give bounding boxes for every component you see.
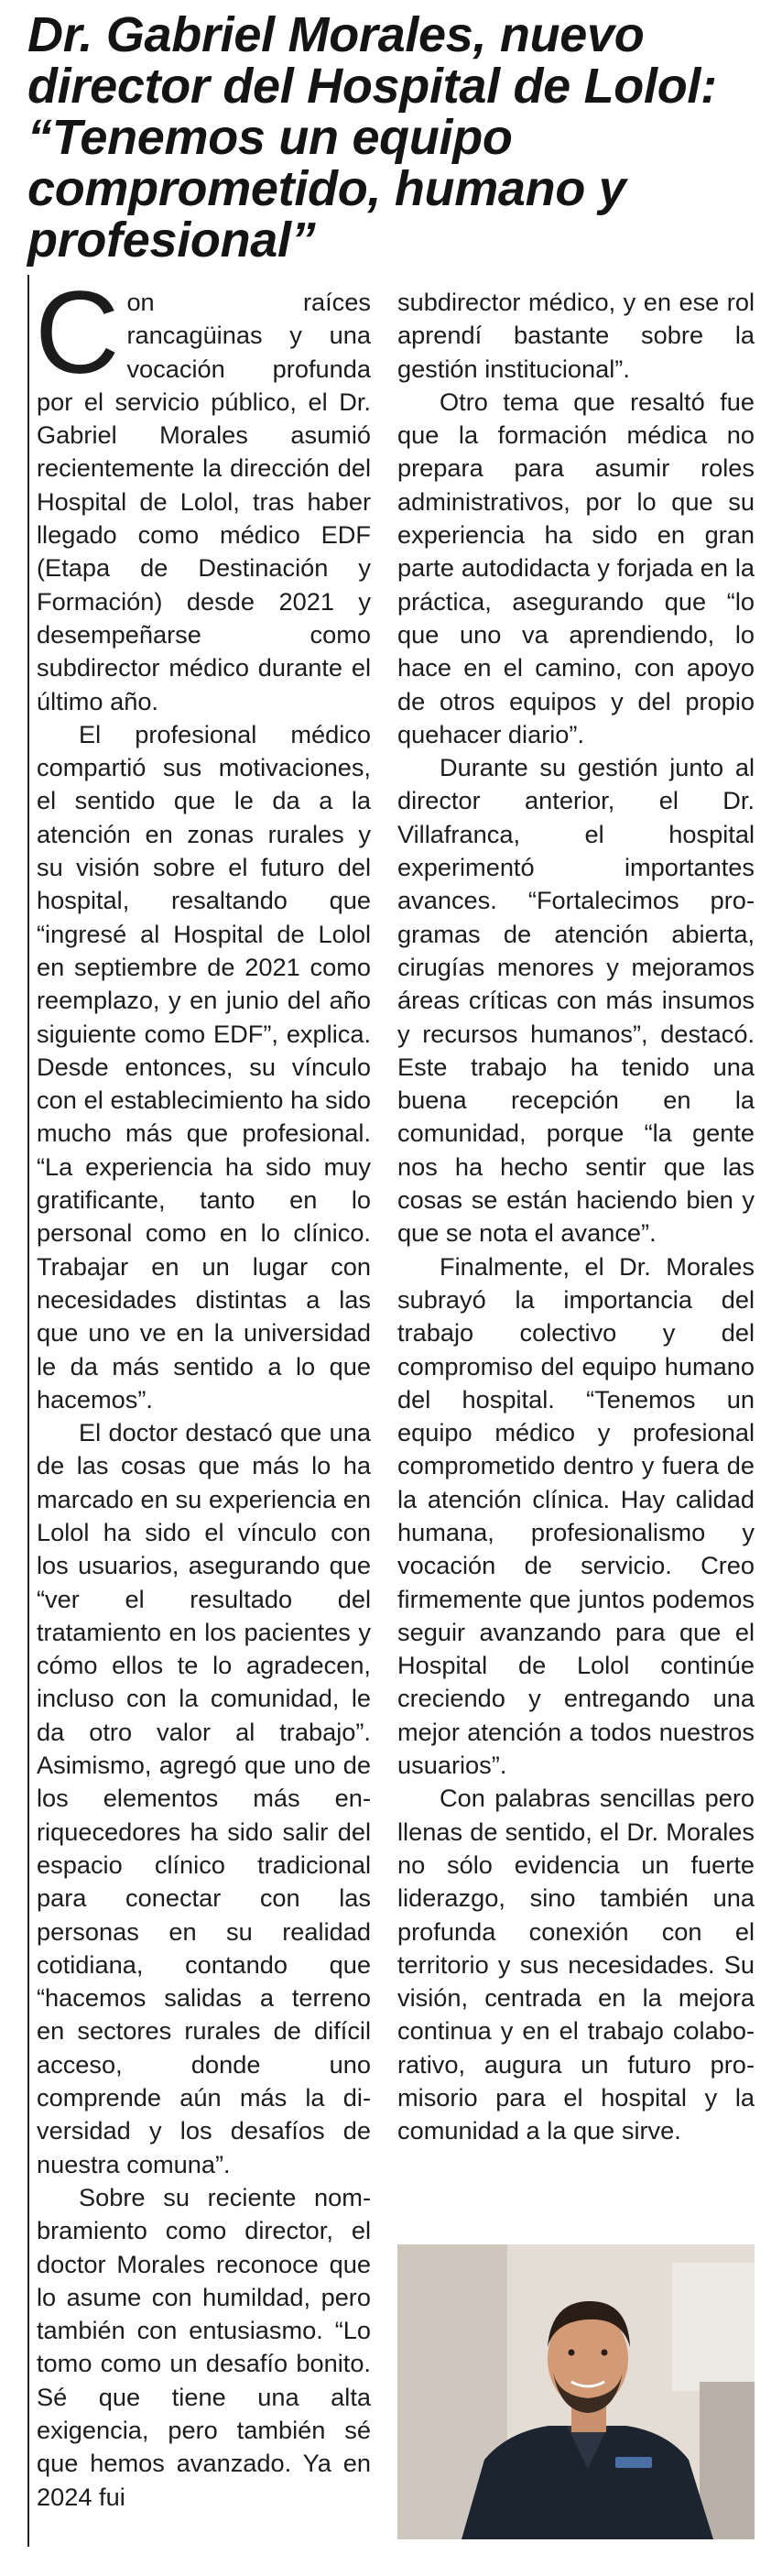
right-eye <box>602 2350 608 2356</box>
article-paragraph: Otro tema que resaltó fue que la formación médica no prepara para asumir roles administrativos, por lo que su experiencia ha sido en gran parte autodidacta y forjada en la práctica, asegurando que “lo que uno va aprendiendo, lo hace en el camino, con apoyo de otros equipos y del propio quehacer diario”. <box>397 387 755 748</box>
article-paragraph: Sobre su reciente nombramiento como director, el doctor Morales reconoce que lo asume con humildad, pero también con entusiasmo. “Lo tomo como un desafío bonito. Sé que tiene una alta exigencia, pero también sé que hemos avanzado. Ya en 2024 fui <box>37 2182 371 2511</box>
article-headline: Dr. Gabriel Morales, nuevo director del Hospital de Lolol: “Tenemos un equipo comprometido, humano y profesional” <box>27 7 717 267</box>
article-column-left <box>35 267 371 2514</box>
doctor-portrait-photo <box>397 2244 755 2539</box>
article-paragraph: Con raíces rancagüinas y una vocación profunda por el servicio público, el Dr. Gabriel Morales asumió recientemente la dirección del Hospital de Lolol, tras haber llegado como médico EDF (Etapa de Destinación y Formación) desde 2021 y desempeñarse como subdirector médico durante el último año. <box>35 267 371 715</box>
left-eye <box>569 2350 575 2356</box>
article-paragraph: El doctor destacó que una de las cosas que más lo ha marcado en su experiencia en Lolol ha sido el vínculo con los usuarios, asegurando que “ver el resultado del tratamiento en los pacientes y cómo ellos te lo agradecen, incluso con la comunidad, le da otro valor al trabajo”. Asimismo, agregó que uno de los elementos más enriquecedores ha sido salir del espacio clínico tradicional para conectar con las personas en su realidad cotidiana, contando que “hacemos salidas a terreno en sectores rurales de difícil acceso, donde uno comprende aún más la diversidad y los desafíos de nuestra comuna”. <box>37 1418 371 2178</box>
article-paragraph: El profesional médico compartió sus motivaciones, el sentido que le da a la atención en zonas rurales y su visión sobre el futuro del hospital, resaltando que “ingresé al Hospital de Lolol en septiembre de 2021 como reemplazo, y en junio del año siguiente como EDF”, explica. Desde entonces, su vínculo con el establecimiento ha sido mucho más que profesional. “La experiencia ha sido muy gratificante, tanto en lo personal como en lo clínico. Trabajar en un lugar con necesidades distintas a las que uno ve en la universidad le da más sentido a lo que hacemos”. <box>37 719 371 1414</box>
jacket-logo <box>615 2457 652 2468</box>
door-panel <box>672 2263 755 2391</box>
article-paragraph: subdirector médico, y en ese rol aprendí bastante sobre la gestión institucional”. <box>397 288 755 383</box>
article-paragraph: Finalmente, el Dr. Morales subrayó la importancia del trabajo colectivo y del compromiso del equipo humano del hospital. “Tenemos un equipo médico y profesional comprometido dentro y fuera de la atención clínica. Hay calidad humana, profesionalismo y vocación de servicio. Creo firmemente que juntos podemos seguir avanzando para que el Hospital de Lolol continúe creciendo y entregando una mejor atención a todos nuestros usuarios”. <box>397 1251 755 1780</box>
portrait-illustration <box>397 2244 755 2539</box>
furniture <box>700 2382 755 2539</box>
article-paragraph: Durante su gestión junto al director anterior, el Dr. Villafranca, el hospital experimentó importantes avances. “Fortalecimos programas de atención abierta, cirugías menores y mejoramos áreas críticas con más insumos y recursos humanos”, destacó. Este trabajo ha tenido una buena recepción en la comunidad, porque “la gente nos ha hecho sentir que las cosas se están haciendo bien y que se nota el avance”. <box>397 753 755 1248</box>
article-column-right <box>397 286 755 2148</box>
article-paragraph: Con palabras sencillas pero llenas de sentido, el Dr. Morales no sólo evidencia un fuerte liderazgo, sino también una profunda conexión con el territorio y sus necesidades. Su visión, centrada en la mejora continua y en el trabajo colaborativo, augura un futuro promisorio para el hospital y la comunidad a la que sirve. <box>397 1784 755 2145</box>
left-margin-rule <box>27 275 29 2547</box>
drop-cap: C <box>35 267 120 398</box>
